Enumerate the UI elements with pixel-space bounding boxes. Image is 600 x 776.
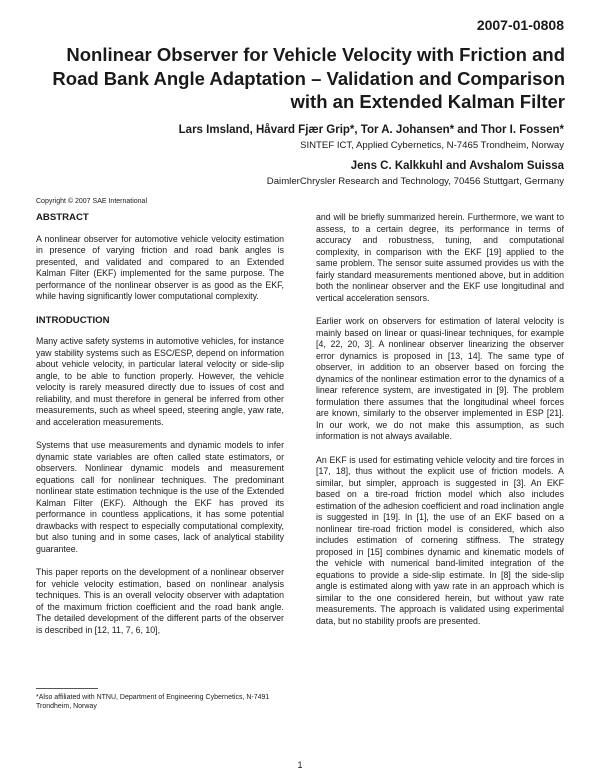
intro-paragraph-2: Systems that use measurements and dynamic models to infer dynamic state variables are often called state estimators, or observers. Nonlinear dynamic models and measurement equations call for nonlinear techniques. The predominant nonlinear state estimation technique is the use of the Extended Kalman Filter (EKF). Although the EKF has proved its performance in countless applications, it has some potential drawbacks with respect to especially computational complexity, but also tuning and in some cases, lack of analytical stability guarantee. xyxy=(36,440,284,554)
paper-title: Nonlinear Observer for Vehicle Velocity with Friction and Road Bank Angle Adaptation – Validation and Comparison with an Extended Kalman Filter xyxy=(52,44,565,112)
abstract-text: A nonlinear observer for automotive vehicle velocity estimation in presence of varying friction and road bank angles is presented, and validated and compared to an Extended Kalman Filter (EKF) implemented for the same purpose. The performance of the nonlinear observer is as good as the EKF, while having significantly lower computational complexity. xyxy=(36,233,284,301)
abstract-heading: ABSTRACT xyxy=(36,212,89,223)
footnote: *Also affiliated with NTNU, Department of Engineering Cybernetics, N-7491 Trondheim, Norway xyxy=(36,694,270,710)
intro-paragraph-3: This paper reports on the development of a nonlinear observer for vehicle velocity estimation, based on nonlinear analysis techniques. This is an overall velocity observer with adaptation of the maximum friction coefficient and the road bank angle. The detailed development of the different parts of the observer is described in [12, 11, 7, 6, 10], xyxy=(36,567,284,635)
right-column xyxy=(316,212,564,639)
affiliation-sintef: SINTEF ICT, Applied Cybernetics, N-7465 Trondheim, Norway xyxy=(300,140,564,151)
copyright-notice: Copyright © 2007 SAE International xyxy=(36,198,148,205)
introduction-heading: INTRODUCTION xyxy=(36,314,110,326)
authors-daimler: Jens C. Kalkkuhl and Avshalom Suissa xyxy=(350,160,564,172)
right-paragraph-1: and will be briefly summarized herein. Furthermore, we want to assess, to a certain degree, its performance in terms of accuracy and robustness, tuning, and computational complexity, in comparison with the EKF [19] applied to the same problem. The sensor suite assumed provides us with the fairly standard measurements mentioned above, but in addition both the nonlinear observer and the EKF use longitudinal and vertical acceleration sensors. xyxy=(316,212,564,303)
left-column xyxy=(36,212,284,648)
page-number: 1 xyxy=(297,760,303,770)
intro-paragraph-1: Many active safety systems in automotive vehicles, for instance yaw stability systems such as ESC/ESP, depend on information about vehicle velocity, in particular lateral velocity or side-slip angle, to be able to function properly. However, the vehicle velocity is rarely measured directly due to issues of cost and reliability, and must therefore in general be inferred from other measurements, such as wheel speed, steering angle, yaw rate, and acceleration measurements. xyxy=(36,336,284,427)
authors-sintef: Lars Imsland, Håvard Fjær Grip*, Tor A. Johansen* and Thor I. Fossen* xyxy=(178,124,564,136)
right-paragraph-2: Earlier work on observers for estimation of lateral velocity is mainly based on linear or quasi-linear techniques, for example [4, 22, 20, 3]. A nonlinear observer linearizing the observer error dynamics is proposed in [13, 14]. The same type of observer, in addition to an observer based on forcing the dynamics of the nonlinear estimation error to the dynamics of a linear reference system, are investigated in [9]. The problem formulation there assumes that the longitudinal wheel forces are known, similarly to the observer implemented in ESP [21]. In our work, we do not make this assumption, as such information is not always available. xyxy=(316,316,564,441)
footnote-divider xyxy=(36,688,98,689)
affiliation-daimler: DaimlerChrysler Research and Technology, 70456 Stuttgart, Germany xyxy=(266,176,564,187)
right-paragraph-3: An EKF is used for estimating vehicle velocity and tire forces in [17, 18], thus without the explicit use of friction models. A similar, but simpler, approach is suggested in [3]. An EKF based on a tire-road friction model which also includes estimation of the adhesion coefficient and road inclination angle is suggested in [19]. In [1], the use of an EKF based on a nonlinear tire-road friction model is considered, which also includes estimation of cornering stiffness. The strategy proposed in [15] combines dynamic and kinematic models of the vehicle with numerical band-limited integration of the equations to provide a side-slip estimate. In [8] the side-slip angle is estimated along with yaw rate in an approach which is similar to the one considered herein, but without yaw rate measurements. The approach is validated using experimental data, but no stability proofs are presented. xyxy=(316,454,564,626)
paper-id: 2007-01-0808 xyxy=(476,17,564,33)
